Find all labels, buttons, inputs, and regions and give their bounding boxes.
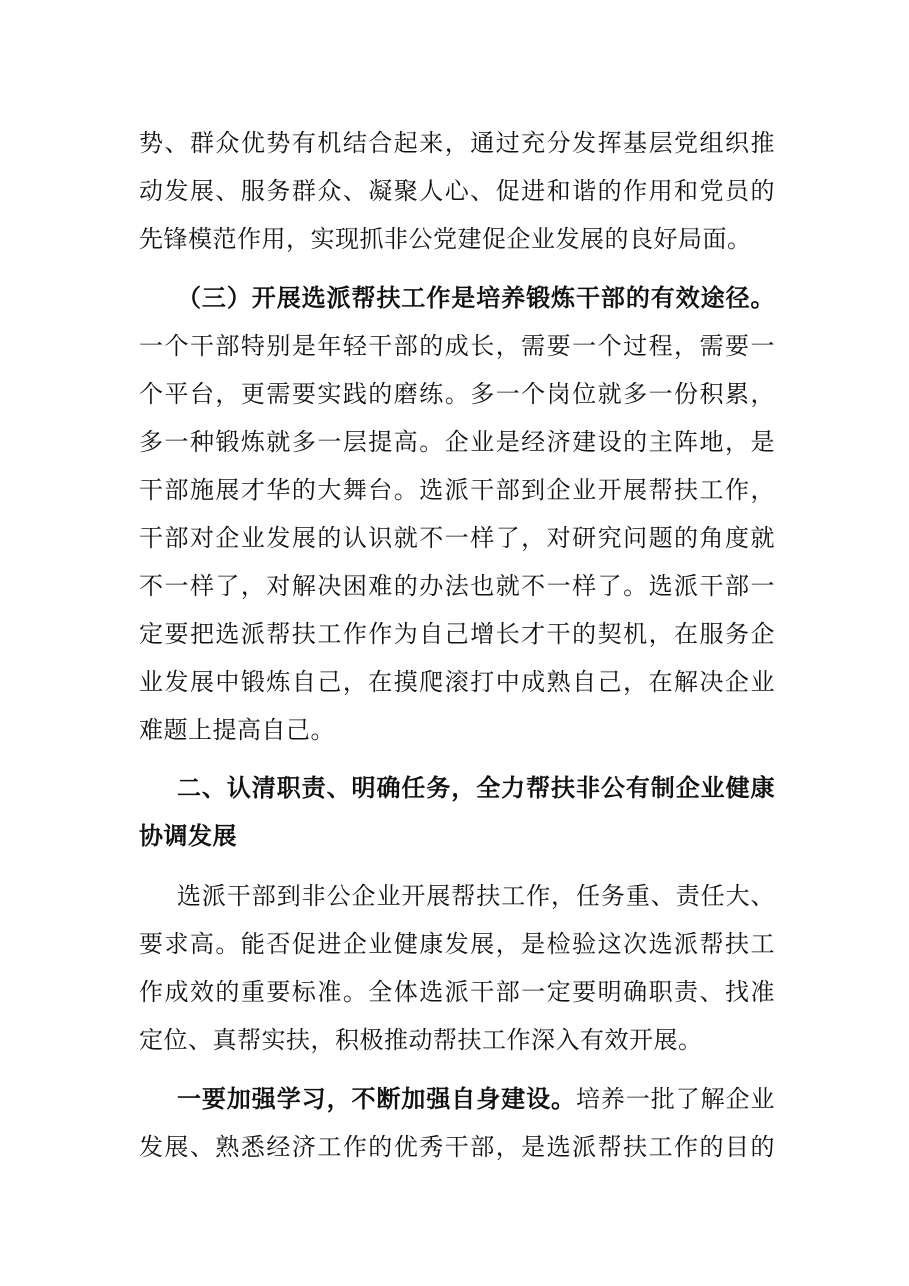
text-line: 动发展、服务群众、凝聚人心、促进和谐的作用和党员的: [139, 177, 775, 205]
text-line: 势、群众优势有机结合起来，通过充分发挥基层党组织推: [139, 129, 775, 157]
text-line: 不一样了，对解决困难的办法也就不一样了。选派干部一: [139, 572, 775, 600]
point-text: 培养一批了解企业: [575, 1085, 776, 1113]
text-line: 干部施展才华的大舞台。选派干部到企业开展帮扶工作，: [139, 476, 775, 504]
text-line: 要求高。能否促进企业健康发展，是检验这次选派帮扶工: [139, 930, 775, 958]
text-line: 作成效的重要标准。全体选派干部一定要明确职责、找准: [139, 978, 775, 1006]
text-line: 选派干部到非公企业开展帮扶工作，任务重、责任大、: [177, 882, 775, 910]
text-line: 干部对企业发展的认识就不一样了，对研究问题的角度就: [139, 524, 775, 552]
point-heading-1: 一要加强学习，不断加强自身建设。: [177, 1084, 576, 1113]
text-line: 定要把选派帮扶工作作为自己增长才干的契机，在服务企: [139, 620, 775, 648]
text-line-mixed: [139, 1084, 775, 1114]
text-line: 个平台，更需要实践的磨练。多一个岗位就多一份积累，: [139, 380, 775, 408]
section-heading-3: （三）开展选派帮扶工作是培养锻炼干部的有效途径。: [177, 283, 775, 312]
text-line: 多一种锻炼就多一层提高。企业是经济建设的主阵地，是: [139, 428, 775, 456]
text-line: 难题上提高自己。: [139, 716, 335, 744]
text-line: 一个干部特别是年轻干部的成长，需要一个过程，需要一: [139, 332, 775, 360]
text-line: 业发展中锻炼自己，在摸爬滚打中成熟自己，在解决企业: [139, 668, 775, 696]
chapter-heading-2: 二、认清职责、明确任务，全力帮扶非公有制企业健康: [177, 773, 775, 802]
chapter-heading-2-cont: 协调发展: [139, 821, 237, 850]
text-line: 先锋模范作用，实现抓非公党建促企业发展的良好局面。: [139, 225, 752, 253]
text-line: 发展、熟悉经济工作的优秀干部，是选派帮扶工作的目的: [139, 1133, 775, 1161]
text-line: 定位、真帮实扶，积极推动帮扶工作深入有效开展。: [139, 1026, 703, 1054]
